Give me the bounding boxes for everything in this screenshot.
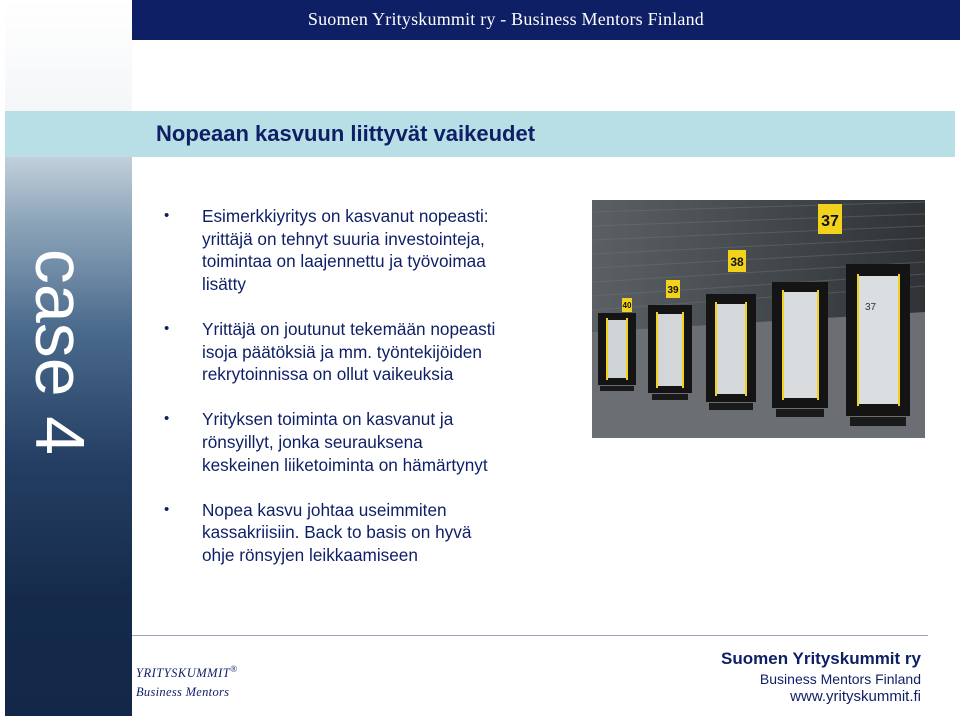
slide-title: Nopeaan kasvuun liittyvät vaikeudet [156, 121, 536, 146]
svg-text:38: 38 [730, 255, 744, 269]
svg-text:39: 39 [667, 285, 679, 296]
bullet-item: • Nopea kasvu johtaa useimmiten kassakriisiin. Back to basis on hyvä ohje rönsyjen leikkaamiseen [160, 499, 580, 567]
svg-text:40: 40 [622, 301, 632, 310]
logo-registered-mark: ® [230, 664, 238, 674]
footer-url-link[interactable]: www.yrityskummit.fi [790, 688, 921, 705]
footer-contact [721, 649, 921, 705]
footer-divider [132, 635, 928, 636]
dock-door [772, 282, 828, 417]
dock-number-sign [622, 298, 632, 312]
dock-number-sign [818, 204, 842, 234]
dock-door [706, 294, 756, 410]
loading-docks-photo [592, 200, 925, 438]
dock-number-sign [728, 250, 746, 272]
footer-org-sub: Business Mentors Finland [759, 671, 921, 687]
dock-door [846, 264, 910, 426]
header-org-title: Suomen Yrityskummit ry - Business Mentors Finland [307, 9, 704, 29]
case-label: case 4 [21, 248, 99, 456]
logo-subtitle: Business Mentors [136, 685, 230, 700]
bullet-item: • Yrityksen toiminta on kasvanut ja rönsyillyt, jonka seurauksena keskeinen liiketoiminta on hämärtynyt [160, 408, 580, 476]
yrityskummit-logo [136, 664, 238, 700]
bullet-item: • Yrittäjä on joutunut tekemään nopeasti isoja päätöksiä ja mm. työntekijöiden rekrytoinnissa on ollut vaikeuksia [160, 318, 580, 386]
logo-wordmark: YRITYSKUMMIT [136, 666, 231, 681]
bullet-list [160, 205, 580, 589]
svg-text:37: 37 [821, 213, 839, 230]
door-number-label: 37 [865, 302, 877, 313]
header-bar [132, 0, 960, 40]
dock-number-sign [666, 280, 680, 298]
bullet-item: • Esimerkkiyritys on kasvanut nopeasti: yrittäjä on tehnyt suuria investointeja, toimintaa on laajennettu ja työvoimaa lisätty [160, 205, 580, 295]
dock-door [648, 305, 692, 400]
dock-door [598, 313, 636, 391]
footer-org-name: Suomen Yrityskummit ry [721, 649, 921, 668]
